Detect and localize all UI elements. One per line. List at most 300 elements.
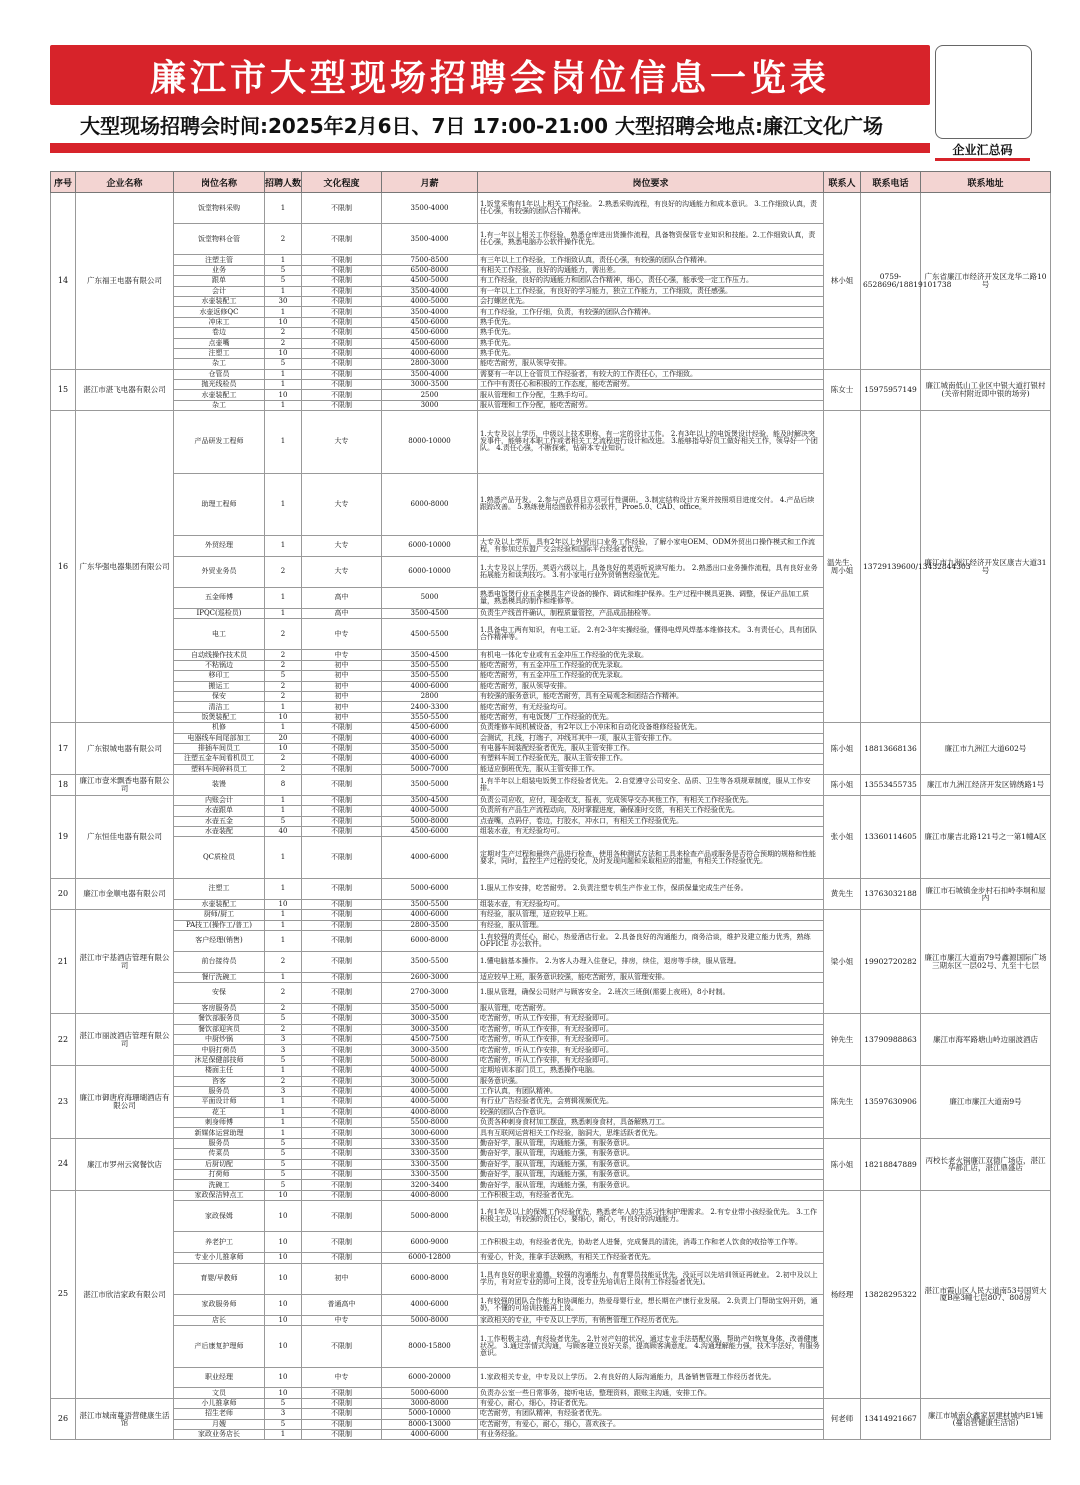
headcount: 1 [265, 193, 302, 224]
job-title: 打荷师 [174, 1170, 265, 1180]
table-row [51, 775, 1051, 796]
headcount: 30 [265, 296, 302, 306]
headcount: 10 [265, 1190, 302, 1200]
job-title: 饭煲装配工 [174, 712, 265, 722]
job-requirements: 具有互联网运营相关工作经验，脑洞大，思维活跃者优先。 [478, 1128, 824, 1138]
education: 不限制 [302, 1128, 382, 1138]
headcount: 10 [265, 390, 302, 400]
education: 不限制 [302, 910, 382, 920]
job-requirements: 负责公司应收，应付，现金收支，报表，完成领导交办其他工作，有相关工作经验优先。 [478, 795, 824, 805]
job-requirements: 大专及以上学历，具有2年以上外贸出口业务工作经验，了解小家电OEM、ODM外贸出口操作模式和工作流程，有参加过东盟广交会经验和国际平台经验者优先。 [478, 536, 824, 557]
headcount: 10 [265, 743, 302, 753]
row-number: 22 [51, 1014, 76, 1066]
company-name: 广东恒佳电器有限公司 [76, 795, 174, 878]
education: 不限制 [302, 1138, 382, 1148]
job-title: 会计 [174, 286, 265, 296]
headcount: 8 [265, 775, 302, 796]
table-header [51, 172, 1051, 193]
job-title: 餐饮部迎宾员 [174, 1024, 265, 1034]
col-header: 联系电话 [861, 172, 921, 193]
job-requirements: 1.有1年及以上的保姆工作经验优先，熟悉老年人的生活习性和护理需求。 2.有专业带小孩经验优先。 3.工作积极主动，有较强的责任心，要细心，耐心，有良好的沟通能力。 [478, 1201, 824, 1232]
salary: 3500-4500 [382, 608, 478, 618]
col-header: 企业名称 [76, 172, 174, 193]
contact-phone: 18813668136 [861, 723, 921, 775]
salary: 3200-3400 [382, 1180, 478, 1190]
salary: 5000-8000 [382, 1055, 478, 1065]
education: 不限制 [302, 369, 382, 379]
headcount: 1 [265, 1097, 302, 1107]
education: 不限制 [302, 1107, 382, 1117]
education: 不限制 [302, 982, 382, 1003]
salary: 5000 [382, 588, 478, 609]
job-requirements: 有工作经验，良好的沟通能力和团队合作精神，细心，责任心强，能承受一定工作压力。 [478, 276, 824, 286]
headcount: 2 [265, 556, 302, 587]
job-requirements: 有一年以上工作经验，有良好的学习能力，独立工作能力，工作细致，责任感强。 [478, 286, 824, 296]
job-title: 家政业务店长 [174, 1429, 265, 1439]
salary: 5000-6000 [382, 1388, 478, 1398]
job-title: 水壶装配 [174, 827, 265, 837]
contact-person: 杨经理 [824, 1190, 861, 1398]
contact-person: 陈先生 [824, 1066, 861, 1139]
qr-code-icon [936, 46, 1031, 138]
salary: 2800-3000 [382, 359, 478, 369]
headcount: 10 [265, 1294, 302, 1315]
headcount: 1 [265, 286, 302, 296]
job-title: 杂工 [174, 400, 265, 410]
salary: 7500-8500 [382, 255, 478, 265]
headcount: 1 [265, 400, 302, 410]
job-requirements: 较强的团队合作意识。 [478, 1107, 824, 1117]
salary: 3500-5000 [382, 775, 478, 796]
headcount: 1 [265, 411, 302, 473]
job-title: QC质检员 [174, 837, 265, 879]
headcount: 2 [265, 764, 302, 774]
job-title: 养老护工 [174, 1232, 265, 1253]
job-title: 传菜员 [174, 1149, 265, 1159]
job-requirements: 吃苦耐劳，听从工作安排，有无经验即可。 [478, 1034, 824, 1044]
job-requirements: 有三年以上工作经验，工作细致认真，责任心强，有较强的团队合作精神。 [478, 255, 824, 265]
contact-person: 钟先生 [824, 1014, 861, 1066]
table-row [51, 1014, 1051, 1024]
contact-phone: 13790988863 [861, 1014, 921, 1066]
job-title: 饭堂物料采购 [174, 193, 265, 224]
salary: 3500-4000 [382, 286, 478, 296]
education: 初中 [302, 691, 382, 701]
job-title: 新媒体运营助理 [174, 1128, 265, 1138]
headcount: 3 [265, 1086, 302, 1096]
job-title: 招生老师 [174, 1409, 265, 1419]
job-requirements: 负责办公室一些日常事务，接听电话，整理资料，跟账主沟通，安排工作。 [478, 1388, 824, 1398]
contact-person: 黄先生 [824, 879, 861, 910]
salary: 6000-10000 [382, 556, 478, 587]
education: 不限制 [302, 286, 382, 296]
job-title: 产品研发工程师 [174, 411, 265, 473]
job-title: 仓管员 [174, 369, 265, 379]
education: 初中 [302, 681, 382, 691]
job-title: 育婴/早教师 [174, 1263, 265, 1294]
education: 不限制 [302, 1055, 382, 1065]
job-title: 产后康复护理师 [174, 1325, 265, 1367]
education: 不限制 [302, 1409, 382, 1419]
contact-address: 广东省廉江市经济开发区龙华二路10号 [921, 193, 1051, 370]
job-title: 咨客 [174, 1076, 265, 1086]
education: 不限制 [302, 400, 382, 410]
contact-address: 廉江市石城镇金步村石扣岭李垌和屋内 [921, 879, 1051, 910]
education: 不限制 [302, 224, 382, 255]
education: 不限制 [302, 1149, 382, 1159]
qr-code-image [935, 45, 1032, 139]
salary: 4000-6000 [382, 1294, 478, 1315]
salary: 3500-5000 [382, 1003, 478, 1013]
job-requirements: 1.有较强的团队合作能力和协调能力，热爱母婴行业，想长期在产康行业发展。 2.负责上门帮助宝妈开奶，通奶，不懂的可培训技能再上岗。 [478, 1294, 824, 1315]
education: 初中 [302, 702, 382, 712]
headcount: 1 [265, 1118, 302, 1128]
row-number: 17 [51, 723, 76, 775]
job-requirements: 吃苦耐劳，听从工作安排，有无经验即可。 [478, 1024, 824, 1034]
job-requirements: 能吃苦耐劳，有五金冲压工作经验的优先录取。 [478, 660, 824, 670]
headcount: 1 [265, 702, 302, 712]
job-title: 搬运工 [174, 681, 265, 691]
contact-address: 廉江城南低山工业区中银大道打银村(关帝村附近即中银的场旁) [921, 369, 1051, 411]
job-requirements: 能吃苦耐劳，有五金冲压工作经验的优先录取。 [478, 671, 824, 681]
salary: 3000-3500 [382, 380, 478, 390]
salary: 6000-20000 [382, 1367, 478, 1388]
job-title: 装馒 [174, 775, 265, 796]
contact-address: 廉江市九洲江大道602号 [921, 723, 1051, 775]
contact-address: 湛江市霞山区人民大道南53号国贸大厦B座3幢七层807、808房 [921, 1190, 1051, 1398]
job-requirements: 勤奋好学，服从管理，沟通能力强，有服务意识。 [478, 1170, 824, 1180]
row-number: 16 [51, 411, 76, 723]
headcount: 2 [265, 754, 302, 764]
job-requirements: 有塑料车间工作经验优先，服从主管安排工作。 [478, 754, 824, 764]
job-requirements: 家政相关的专业，中专及以上学历，有销售管理工作经历者优先。 [478, 1315, 824, 1325]
headcount: 1 [265, 920, 302, 930]
job-title: 自动线操作技术员 [174, 650, 265, 660]
job-requirements: 工作中有责任心和积极的工作态度，能吃苦耐劳。 [478, 380, 824, 390]
job-requirements: 点壶嘴，点码仔，卷边，打胶水，冲水口，有相关工作经验优先。 [478, 816, 824, 826]
education: 不限制 [302, 265, 382, 275]
job-title: 月嫂 [174, 1419, 265, 1429]
education: 不限制 [302, 1170, 382, 1180]
job-requirements: 吃苦耐劳，有爱心，耐心，细心，喜欢孩子。 [478, 1419, 824, 1429]
education: 不限制 [302, 837, 382, 879]
salary: 8000-13000 [382, 1419, 478, 1429]
job-requirements: 1.有半年以上组装电饭煲工作经验者优先。 2.自觉遵守公司安全、品质、卫生等各项规章制度，服从工作安排。 [478, 775, 824, 796]
job-title: 水壶装配工 [174, 296, 265, 306]
table-row [51, 795, 1051, 805]
salary: 4500-6000 [382, 723, 478, 733]
job-requirements: 有较强的服务意识，能吃苦耐劳，具有全局观念和团结合作精神。 [478, 691, 824, 701]
job-requirements: 适应较早上班，服务意识较强，能吃苦耐劳，服从管理安排。 [478, 972, 824, 982]
education: 中专 [302, 1367, 382, 1388]
contact-phone: 13763032188 [861, 879, 921, 910]
table-row [51, 411, 1051, 473]
job-requirements: 熟手优先。 [478, 328, 824, 338]
headcount: 1 [265, 910, 302, 920]
education: 不限制 [302, 920, 382, 930]
job-title: 服务员 [174, 1138, 265, 1148]
job-requirements: 有机电一体化专业或有五金冲压工作经验的优先录取。 [478, 650, 824, 660]
education: 不限制 [302, 816, 382, 826]
education: 不限制 [302, 1190, 382, 1200]
col-header: 联系人 [824, 172, 861, 193]
table-row [51, 1398, 1051, 1408]
headcount: 3 [265, 1034, 302, 1044]
job-requirements: 组装水壶，有无经验均可。 [478, 899, 824, 909]
job-requirements: 熟悉电饭煲行业五金模具生产设备的操作、调试和维护保养。生产过程中模具更换、调整，保证产品加工质量，熟悉模具的制作和维修等。 [478, 588, 824, 609]
headcount: 1 [265, 1107, 302, 1117]
salary: 4500-6000 [382, 338, 478, 348]
education: 高中 [302, 608, 382, 618]
company-name: 湛江市城南蔓语营健康生活馆 [76, 1398, 174, 1440]
salary: 4000-5000 [382, 1066, 478, 1076]
salary: 4500-5000 [382, 276, 478, 286]
col-header: 月薪 [382, 172, 478, 193]
headcount: 2 [265, 982, 302, 1003]
education: 不限制 [302, 255, 382, 265]
headcount: 1 [265, 1429, 302, 1439]
table-row [51, 910, 1051, 920]
contact-phone: 13828295322 [861, 1190, 921, 1398]
job-title: 水壶返修QC [174, 307, 265, 317]
education: 不限制 [302, 296, 382, 306]
headcount: 5 [265, 1180, 302, 1190]
job-title: 家政保洁钟点工 [174, 1190, 265, 1200]
job-requirements: 1.熟悉产品开发。 2.参与产品项目立项可行性调研。 3.制定结构设计方案并按照项目进度交付。 4.产品后续跟踪改善。 5.熟练使用绘图软件和办公软件，Proe5.0、CAD、office。 [478, 473, 824, 535]
contact-address: 廉江市廉江大道南79号鑫源国际广场三期东区一层02号、九至十七层 [921, 910, 1051, 1014]
education: 不限制 [302, 827, 382, 837]
job-requirements: 1.饭堂采购有1年以上相关工作经验。 2.熟悉采购流程，有良好的沟通能力和成本意识。 3.工作细致认真，责任心强，有较强的团队合作精神。 [478, 193, 824, 224]
salary: 6000-8000 [382, 930, 478, 951]
headcount: 10 [265, 317, 302, 327]
education: 不限制 [302, 1097, 382, 1107]
education: 初中 [302, 712, 382, 722]
job-title: 楼面主任 [174, 1066, 265, 1076]
row-number: 20 [51, 879, 76, 910]
col-header: 序号 [51, 172, 76, 193]
company-name: 廉江市壹米飘香电器有限公司 [76, 775, 174, 796]
job-requirements: 1.大专及以上学历，中级以上技术职称，有一定的设计工作。 2.有3年以上的电饭煲设计经验，能及时解决突发事件，能够对本职工作或者相关工艺流程进行设计和改进。 3.能够指导好员工做好相关工作，领导好一个团队。 4.责任心强，不断探索，钻研本专业知识。 [478, 411, 824, 473]
row-number: 23 [51, 1066, 76, 1139]
salary: 3500-5500 [382, 671, 478, 681]
salary: 4000-6000 [382, 754, 478, 764]
job-requirements: 吃苦耐劳，听从工作安排，有无经验即可。 [478, 1045, 824, 1055]
contact-address: 廉江市九洲江经济开发区锦绣路1号 [921, 775, 1051, 796]
job-requirements: 1.服从管理，确保公司财产与顾客安全。 2.班次三班倒(需要上夜班)，8小时制。 [478, 982, 824, 1003]
salary: 8000-10000 [382, 411, 478, 473]
contact-phone: 13414921667 [861, 1398, 921, 1440]
salary: 3500-5000 [382, 743, 478, 753]
headcount: 1 [265, 879, 302, 900]
job-requirements: 有业务经验。 [478, 1429, 824, 1439]
col-header: 联系地址 [921, 172, 1051, 193]
company-name: 湛江市欣洁家政有限公司 [76, 1190, 174, 1398]
headcount: 1 [265, 536, 302, 557]
education: 不限制 [302, 972, 382, 982]
education: 不限制 [302, 1034, 382, 1044]
job-requirements: 负责生产线首件确认，制程质量管控，产品成品抽检等。 [478, 608, 824, 618]
job-requirements: 熟手优先。 [478, 348, 824, 358]
row-number: 19 [51, 795, 76, 878]
job-requirements: 服务意识强。 [478, 1076, 824, 1086]
salary: 4000-6000 [382, 837, 478, 879]
education: 中专 [302, 1315, 382, 1325]
job-requirements: 1.有一年以上相关工作经验，熟悉仓库进出货操作流程，具备物资保管专业知识和技能。2.工作细致认真，责任心强，熟悉电脑办公软件操作优先。 [478, 224, 824, 255]
job-requirements: 能吃苦耐劳，有电饭煲厂工作经验的优先。 [478, 712, 824, 722]
education: 不限制 [302, 1086, 382, 1096]
job-requirements: 有工作经验，工作仔细，负责，有较强的团队合作精神。 [478, 307, 824, 317]
education: 不限制 [302, 1388, 382, 1398]
education: 不限制 [302, 1253, 382, 1263]
education: 初中 [302, 671, 382, 681]
salary: 3500-5500 [382, 951, 478, 972]
headcount: 10 [265, 1315, 302, 1325]
job-requirements: 熟手优先。 [478, 317, 824, 327]
salary: 3300-3500 [382, 1138, 478, 1148]
job-title: 厨师/厨工 [174, 910, 265, 920]
job-requirements: 定期培训本部门员工，熟悉操作电脑。 [478, 1066, 824, 1076]
job-title: 家政服务师 [174, 1294, 265, 1315]
job-requirements: 工作积极主动，有经验者优先，协助老人进餐，完成餐具的清洗，消毒工作和老人饮食的收拾等工作等。 [478, 1232, 824, 1253]
education: 不限制 [302, 775, 382, 796]
contact-person: 梁小姐 [824, 910, 861, 1014]
page-frame [50, 45, 1047, 1465]
education: 不限制 [302, 743, 382, 753]
job-title: 沐足保健部技师 [174, 1055, 265, 1065]
job-title: 中厨炒锅 [174, 1034, 265, 1044]
job-title: 职业经理 [174, 1367, 265, 1388]
company-name: 湛江市宇基酒店管理有限公司 [76, 910, 174, 1014]
contact-phone: 18218847889 [861, 1138, 921, 1190]
headcount: 10 [265, 1253, 302, 1263]
job-title: 塑料车间碎料员工 [174, 764, 265, 774]
job-title: 平面设计师 [174, 1097, 265, 1107]
headcount: 1 [265, 1066, 302, 1076]
salary: 3000 [382, 400, 478, 410]
table-row [51, 369, 1051, 379]
company-name: 廉江市金顺电器有限公司 [76, 879, 174, 910]
headcount: 5 [265, 1014, 302, 1024]
headcount: 2 [265, 1003, 302, 1013]
contact-phone: 13729139600/13432844303 [861, 411, 921, 723]
headcount: 1 [265, 795, 302, 805]
education: 不限制 [302, 723, 382, 733]
job-requirements: 会测试，扎线，打端子，冲线耳其中一项，服从主管安排工作。 [478, 733, 824, 743]
education: 不限制 [302, 1232, 382, 1253]
headcount: 5 [265, 1398, 302, 1408]
salary: 3000-3500 [382, 1045, 478, 1055]
salary: 4000-5000 [382, 806, 478, 816]
job-requirements: 能吃苦耐劳，服从领导安排。 [478, 681, 824, 691]
contact-phone: 13553455735 [861, 775, 921, 796]
job-title: 刺身师傅 [174, 1118, 265, 1128]
jobs-table [50, 171, 1051, 1440]
contact-address: 廉江市海军路塘山岭边丽波酒店 [921, 1014, 1051, 1066]
education: 不限制 [302, 193, 382, 224]
salary: 4000-6000 [382, 681, 478, 691]
job-title: 卷边 [174, 328, 265, 338]
col-header: 招聘人数 [265, 172, 302, 193]
job-requirements: 1.工作积极主动，有经验者优先。 2.针对产妇的状况，通过专业手法搭配仪器，帮助产妇恢复身体，改善健康状况。 3.通过亲情式沟通，与顾客建立良好关系，提高顾客满意度。 4.沟通理解能力强，技术手法好，有服务意识。 [478, 1325, 824, 1367]
job-title: 移印工 [174, 671, 265, 681]
job-title: 前台接待员 [174, 951, 265, 972]
education: 不限制 [302, 328, 382, 338]
job-requirements: 负责维修车间机械设备，有2年以上小冲床和自动化设备维修经验优先。 [478, 723, 824, 733]
headcount: 20 [265, 733, 302, 743]
headcount: 5 [265, 1170, 302, 1180]
job-title: 餐厅洗碗工 [174, 972, 265, 982]
headcount: 10 [265, 1263, 302, 1294]
headcount: 5 [265, 1138, 302, 1148]
headcount: 10 [265, 1325, 302, 1367]
salary: 4000-6000 [382, 910, 478, 920]
education: 大专 [302, 411, 382, 473]
salary: 3500-4500 [382, 795, 478, 805]
education: 不限制 [302, 1045, 382, 1055]
job-title: 水壶装配工 [174, 390, 265, 400]
job-title: 中厨打荷员 [174, 1045, 265, 1055]
education: 不限制 [302, 1076, 382, 1086]
table-row [51, 1138, 1051, 1148]
education: 不限制 [302, 1014, 382, 1024]
headcount: 2 [265, 328, 302, 338]
contact-person: 张小姐 [824, 795, 861, 878]
company-name: 广东银城电器有限公司 [76, 723, 174, 775]
salary: 2700-3000 [382, 982, 478, 1003]
job-requirements: 有电器车间装配经验者优先，服从主管安排工作。 [478, 743, 824, 753]
job-title: 饭堂物料仓管 [174, 224, 265, 255]
salary: 2800-3500 [382, 920, 478, 930]
table-row [51, 1190, 1051, 1200]
contact-phone: 13360114605 [861, 795, 921, 878]
salary: 3000-3500 [382, 1024, 478, 1034]
row-number: 18 [51, 775, 76, 796]
salary: 3500-4000 [382, 369, 478, 379]
contact-person: 何老师 [824, 1398, 861, 1440]
headcount: 1 [265, 255, 302, 265]
job-requirements: 1.服从工作安排，吃苦耐劳。 2.负责注塑专机生产作业工作，保质保量完成生产任务。 [478, 879, 824, 900]
contact-person: 陈小姐 [824, 775, 861, 796]
headcount: 10 [265, 1232, 302, 1253]
job-title: 水壶装配工 [174, 899, 265, 909]
job-title: 注塑工 [174, 879, 265, 900]
page-title: 廉江市大型现场招聘会岗位信息一览表 [50, 45, 930, 105]
salary: 6000-8000 [382, 1263, 478, 1294]
salary: 3300-3500 [382, 1149, 478, 1159]
job-requirements: 组装水壶，有无经验均可。 [478, 827, 824, 837]
education: 不限制 [302, 307, 382, 317]
salary: 6000-8000 [382, 473, 478, 535]
job-title: 冲床工 [174, 317, 265, 327]
education: 中专 [302, 619, 382, 650]
contact-phone: 13597630906 [861, 1066, 921, 1139]
job-title: 跟单 [174, 276, 265, 286]
job-title: 清洁工 [174, 702, 265, 712]
company-name: 湛江市丽波酒店管理有限公司 [76, 1014, 174, 1066]
salary: 4000-5000 [382, 1097, 478, 1107]
headcount: 5 [265, 1159, 302, 1169]
salary: 3000-5000 [382, 1076, 478, 1086]
col-header: 文化程度 [302, 172, 382, 193]
col-header: 岗位要求 [478, 172, 824, 193]
contact-phone: 15975957149 [861, 369, 921, 411]
education: 不限制 [302, 348, 382, 358]
salary: 5500-8000 [382, 1118, 478, 1128]
contact-phone: 19902720282 [861, 910, 921, 1014]
job-requirements: 勤奋好学，服从管理，沟通能力强，有服务意识。 [478, 1149, 824, 1159]
contact-address: 廉江市九洲江经济开发区康吉大道31号 [921, 411, 1051, 723]
salary: 4500-6000 [382, 827, 478, 837]
